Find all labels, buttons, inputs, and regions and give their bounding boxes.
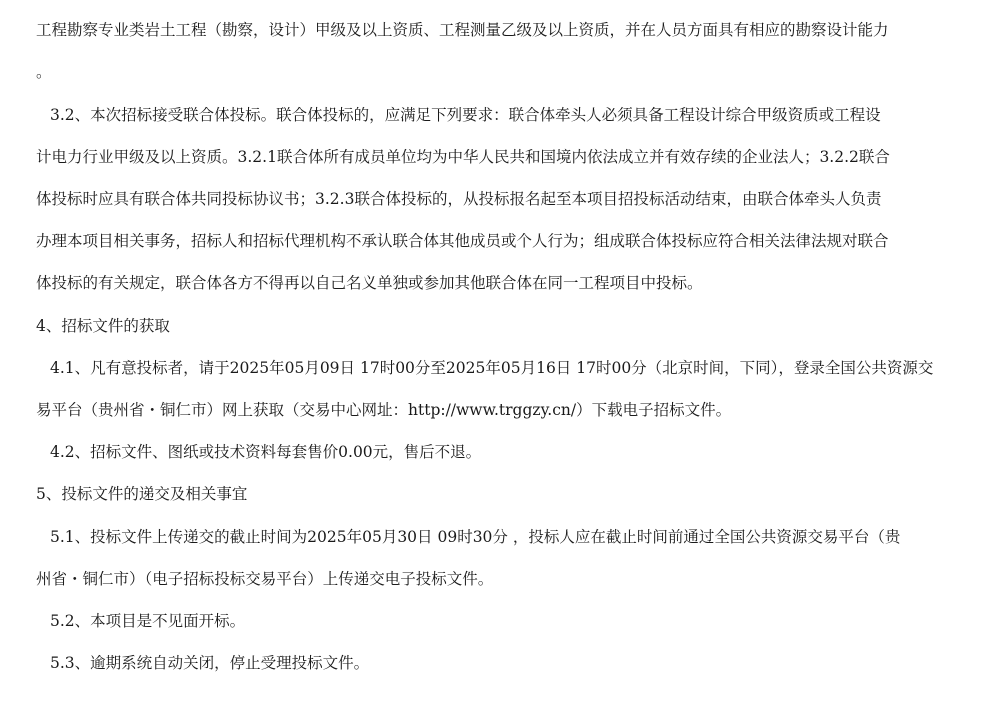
text-line: 5.3、逾期系统自动关闭，停止受理投标文件。 <box>50 654 370 672</box>
text-line: 工程勘察专业类岩土工程（勘察，设计）甲级及以上资质、工程测量乙级及以上资质，并在人员方面具有相应的勘察设计能力 <box>36 21 889 39</box>
text-line: 4.2、招标文件、图纸或技术资料每套售价0.00元，售后不退。 <box>50 443 482 461</box>
text-line: 易平台（贵州省・铜仁市）网上获取（交易中心网址：http://www.trggzy.cn/）下载电子招标文件。 <box>36 401 732 419</box>
text-line: 4.1、凡有意投标者，请于2025年05月09日 17时00分至2025年05月16日 17时00分（北京时间，下同），登录全国公共资源交 <box>50 359 934 377</box>
text-line: 5.1、投标文件上传递交的截止时间为2025年05月30日 09时30分 ，投标人应在截止时间前通过全国公共资源交易平台（贵 <box>50 528 901 546</box>
text-line: 办理本项目相关事务，招标人和招标代理机构不承认联合体其他成员或个人行为；组成联合体投标应符合相关法律法规对联合 <box>36 232 889 250</box>
section-heading: 4、招标文件的获取 <box>36 317 170 335</box>
text-line: 州省・铜仁市）（电子招标投标交易平台）上传递交电子投标文件。 <box>36 570 494 588</box>
section-heading: 5、投标文件的递交及相关事宜 <box>36 485 248 503</box>
text-line: 计电力行业甲级及以上资质。3.2.1联合体所有成员单位均为中华人民共和国境内依法成立并有效存续的企业法人；3.2.2联合 <box>36 148 890 166</box>
text-line: 体投标时应具有联合体共同投标协议书；3.2.3联合体投标的，从投标报名起至本项目招投标活动结束，由联合体牵头人负责 <box>36 190 882 208</box>
text-line: 5.2、本项目是不见面开标。 <box>50 612 246 630</box>
text-line: 。 <box>36 63 52 81</box>
text-line: 3.2、本次招标接受联合体投标。联合体投标的，应满足下列要求：联合体牵头人必须具备工程设计综合甲级资质或工程设 <box>50 106 881 124</box>
text-line: 体投标的有关规定，联合体各方不得再以自己名义单独或参加其他联合体在同一工程项目中投标。 <box>36 274 703 292</box>
